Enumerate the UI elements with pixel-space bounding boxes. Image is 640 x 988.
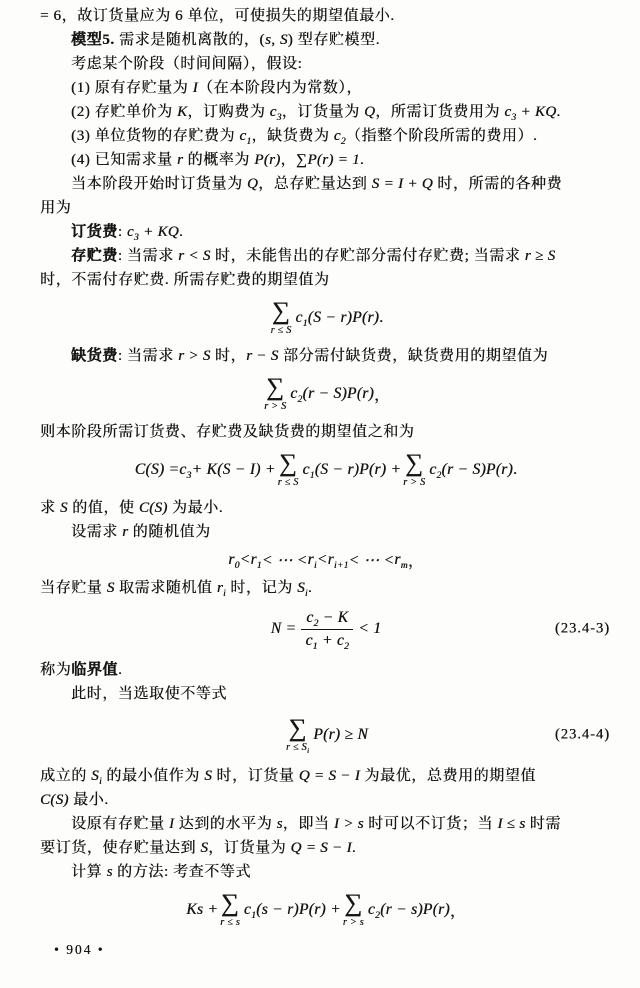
text-run: 需求是随机离散的，( bbox=[114, 32, 266, 48]
text-run: (1) 原有存贮量为 bbox=[71, 80, 193, 96]
math-variable: $r_1$ bbox=[250, 551, 262, 572]
summation-symbol bbox=[264, 376, 286, 412]
text-line bbox=[40, 196, 612, 220]
text-run: ，订货量为 bbox=[281, 104, 365, 120]
math-variable: $c_2$ bbox=[336, 631, 350, 652]
text-run: 的最小值作为 bbox=[101, 768, 205, 784]
math-run: r ≤ bbox=[285, 741, 302, 753]
math-run: Q bbox=[246, 176, 259, 192]
text-run: 称为 bbox=[40, 662, 72, 678]
text-run: （指整个阶段所需的费用）. bbox=[345, 128, 538, 144]
text-run: . bbox=[178, 224, 184, 240]
math-run: r > S bbox=[403, 476, 426, 488]
page-content bbox=[40, 4, 612, 936]
math-run: S bbox=[204, 768, 213, 784]
math-run: (S − r)P(r) bbox=[307, 309, 380, 326]
math-variable: $c_3$ bbox=[504, 104, 517, 123]
math-run: P(r) ≥ N bbox=[313, 726, 369, 743]
math-variable: $S_i$ bbox=[301, 741, 310, 755]
page-number: • 904 • bbox=[54, 942, 105, 957]
text-line bbox=[40, 812, 612, 836]
math-variable: $r_m$ bbox=[394, 551, 408, 572]
math-run: r bbox=[177, 152, 184, 168]
text-line bbox=[40, 124, 612, 148]
text-run: 要订货，使存贮量达到 bbox=[40, 840, 201, 856]
text-run: ， bbox=[373, 387, 390, 404]
equation-number: (23.4-4) bbox=[554, 726, 610, 743]
math-variable: $c_1$ bbox=[305, 631, 318, 652]
text-line bbox=[40, 100, 612, 124]
text-run: ，总存贮量达到 bbox=[258, 176, 372, 192]
subscript: 1 bbox=[251, 911, 257, 922]
math-run: C(S) bbox=[138, 500, 168, 516]
summation-limits bbox=[264, 401, 286, 412]
subscript: 2 bbox=[340, 137, 346, 147]
text-run: 则本阶段所需订货费、存贮费及缺货费的期望值之和为 bbox=[40, 424, 415, 440]
math-run: r ≤ s bbox=[220, 916, 240, 928]
math-run: s bbox=[276, 816, 283, 832]
math-run: P(r) = 1 bbox=[307, 152, 360, 168]
text-run: . bbox=[307, 580, 313, 596]
summation-symbol bbox=[343, 892, 364, 928]
math-run: r ≥ S bbox=[524, 248, 556, 264]
math-run: S bbox=[59, 500, 68, 516]
text-line bbox=[40, 148, 612, 172]
text-line bbox=[40, 682, 612, 706]
text-run: 时， bbox=[210, 348, 247, 364]
math-run: s bbox=[106, 864, 113, 880]
summation-limits bbox=[403, 477, 425, 488]
math-run: (r − s)P(r) bbox=[380, 901, 450, 918]
sigma-glyph: ∑ bbox=[266, 374, 285, 402]
emphasized-text: 存贮费 bbox=[71, 248, 118, 264]
text-run: ， bbox=[449, 903, 466, 920]
text-run: (4) 已知需求量 bbox=[71, 152, 177, 168]
text-run: . bbox=[351, 840, 357, 856]
subscript: i bbox=[223, 589, 226, 599]
math-run: Ks + bbox=[186, 901, 219, 918]
text-run: 最小. bbox=[68, 792, 109, 808]
math-run: S bbox=[106, 580, 115, 596]
math-run: C(S) bbox=[40, 792, 69, 808]
math-run: r < S bbox=[178, 248, 211, 264]
math-variable: $r_0$ bbox=[228, 551, 240, 572]
text-run: 达到的水平为 bbox=[174, 816, 277, 832]
text-run: 设原有存贮量 bbox=[71, 816, 169, 832]
emphasized-text: 订货费 bbox=[71, 224, 118, 240]
math-variable: $c_1$ bbox=[239, 128, 252, 147]
math-variable: $c_3$ bbox=[269, 104, 282, 123]
subscript: i bbox=[98, 777, 102, 787]
math-variable: $c_1$ bbox=[243, 901, 257, 922]
math-variable: $c_2$ bbox=[306, 608, 319, 629]
text-run: 为最优，总费用的期望值 bbox=[360, 768, 536, 784]
summation-symbol bbox=[271, 300, 292, 336]
math-run: Q = S − I bbox=[290, 840, 352, 856]
text-run: (3) 单位货物的存贮费为 bbox=[71, 128, 240, 144]
subscript: 3 bbox=[511, 113, 517, 123]
math-variable: $c_1$ bbox=[302, 461, 315, 482]
text-run: ，∑ bbox=[280, 152, 308, 168]
text-run: = 6，故订货量应为 6 单位，可使损失的期望值最小. bbox=[40, 8, 395, 24]
math-run: S bbox=[200, 840, 209, 856]
text-run: 部分需付缺货费，缺货费用的期望值为 bbox=[278, 348, 549, 364]
math-run: < ⋯ < bbox=[261, 551, 308, 569]
text-run: ) 型存贮模型. bbox=[287, 32, 380, 48]
text-run: ，缺货费为 bbox=[251, 128, 334, 144]
subscript: 2 bbox=[436, 471, 442, 482]
subscript: i+1 bbox=[333, 561, 349, 572]
formula-line bbox=[40, 885, 612, 935]
math-run: (r − S)P(r) bbox=[302, 385, 374, 402]
math-run: r > s bbox=[342, 916, 364, 928]
text-line bbox=[40, 788, 612, 812]
math-run: I > s bbox=[333, 816, 364, 832]
math-variable: $c_3$ bbox=[179, 461, 192, 482]
math-variable: $S_i$ bbox=[297, 580, 308, 599]
text-line bbox=[40, 28, 612, 52]
text-run: ，订购费为 bbox=[187, 104, 270, 120]
text-run: 时，不需付存贮费. 所需存贮费的期望值为 bbox=[40, 272, 330, 288]
formula-line bbox=[40, 601, 612, 657]
subscript: 1 bbox=[312, 641, 318, 652]
formula-line bbox=[40, 545, 612, 575]
text-line bbox=[40, 860, 612, 884]
text-line bbox=[40, 520, 612, 544]
text-line bbox=[40, 4, 612, 28]
text-run: 考虑某个阶段（时间间隔），假设: bbox=[71, 56, 303, 72]
subscript: 0 bbox=[234, 561, 240, 572]
math-run: (s − r)P(r) + bbox=[256, 901, 341, 918]
math-run: K bbox=[177, 104, 188, 120]
text-run: 时，所需的各种费 bbox=[432, 176, 563, 192]
text-run: 当本阶段开始时订货量为 bbox=[71, 176, 247, 192]
summation-limits bbox=[278, 477, 299, 488]
formula-line bbox=[40, 293, 612, 343]
text-run: 成立的 bbox=[40, 768, 92, 784]
text-line bbox=[40, 220, 612, 244]
math-run: r bbox=[122, 524, 129, 540]
math-run: − K bbox=[318, 608, 349, 626]
math-run: r > S bbox=[178, 348, 211, 364]
subscript: 1 bbox=[302, 319, 308, 330]
text-run: . bbox=[379, 309, 384, 326]
subscript: 2 bbox=[313, 618, 319, 629]
summation-symbol bbox=[220, 892, 240, 928]
math-variable: $c_2$ bbox=[429, 461, 442, 482]
text-run: : 当需求 bbox=[117, 248, 179, 264]
fraction-denominator bbox=[305, 630, 349, 650]
math-run: I ≤ s bbox=[497, 816, 526, 832]
subscript: i bbox=[304, 589, 308, 599]
text-run: 的概率为 bbox=[183, 152, 255, 168]
summation-limits bbox=[286, 742, 309, 753]
text-line bbox=[40, 244, 612, 268]
math-run: s bbox=[265, 32, 272, 48]
formula-line bbox=[40, 445, 612, 495]
math-run: Q = S − I bbox=[298, 768, 361, 784]
text-run: 的方法: 考查不等式 bbox=[112, 864, 251, 880]
fraction-numerator bbox=[301, 609, 353, 630]
text-run: 取需求随机值 bbox=[114, 580, 217, 596]
subscript: i bbox=[306, 745, 310, 755]
subscript: 3 bbox=[276, 113, 282, 123]
math-run: P(r) bbox=[254, 152, 281, 168]
text-run: （在本阶段内为常数）， bbox=[197, 80, 362, 96]
sigma-glyph: ∑ bbox=[271, 298, 291, 326]
fraction bbox=[301, 609, 353, 650]
math-variable: $c_2$ bbox=[333, 128, 346, 147]
math-run: S bbox=[279, 32, 288, 48]
text-run: 用为 bbox=[40, 200, 72, 216]
subscript: 2 bbox=[297, 395, 303, 406]
math-run: r > S bbox=[264, 400, 287, 412]
math-run: + KQ bbox=[516, 104, 557, 120]
math-variable: $r_i$ bbox=[307, 551, 317, 572]
math-run: + bbox=[317, 631, 337, 649]
emphasized-text: 模型5. bbox=[71, 32, 115, 48]
math-run: r − S bbox=[246, 348, 279, 364]
subscript: 1 bbox=[246, 137, 252, 147]
text-run: ， bbox=[407, 553, 424, 570]
text-run: (2) 存贮单价为 bbox=[71, 104, 177, 120]
text-run: 的随机值为 bbox=[128, 524, 211, 540]
text-run: : bbox=[117, 224, 127, 240]
formula-line bbox=[40, 707, 612, 763]
sigma-glyph: ∑ bbox=[220, 890, 240, 918]
math-run: < 1 bbox=[358, 620, 382, 637]
math-run: < ⋯ < bbox=[348, 551, 395, 569]
sigma-glyph: ∑ bbox=[288, 715, 307, 743]
text-line bbox=[40, 172, 612, 196]
math-run: (r − S)P(r) bbox=[441, 461, 513, 478]
sigma-glyph: ∑ bbox=[405, 450, 424, 478]
text-line bbox=[40, 268, 612, 292]
text-run: 设需求 bbox=[71, 524, 123, 540]
math-run: C(S) = bbox=[134, 461, 180, 478]
math-run: I bbox=[168, 816, 175, 832]
text-line bbox=[40, 576, 612, 600]
text-line bbox=[40, 52, 612, 76]
summation-symbol bbox=[403, 452, 425, 488]
math-variable: $c_3$ bbox=[126, 224, 139, 243]
text-line bbox=[40, 76, 612, 100]
text-run: 时可以不订货；当 bbox=[363, 816, 498, 832]
text-run: . bbox=[512, 461, 518, 478]
text-run: 求 bbox=[40, 500, 60, 516]
text-line bbox=[40, 420, 612, 444]
subscript: 1 bbox=[256, 561, 262, 572]
summation-symbol bbox=[286, 717, 309, 753]
emphasized-text: 临界值 bbox=[71, 662, 119, 678]
text-run: . bbox=[556, 104, 561, 120]
text-run: 时需 bbox=[525, 816, 561, 832]
subscript: 1 bbox=[309, 471, 315, 482]
math-variable: $c_2$ bbox=[290, 385, 303, 406]
summation-symbol bbox=[278, 452, 299, 488]
math-run: (S − r)P(r) + bbox=[314, 461, 402, 478]
text-run: ，所需订货费用为 bbox=[375, 104, 505, 120]
text-line bbox=[40, 496, 612, 520]
text-line bbox=[40, 764, 612, 788]
math-run: S = I + Q bbox=[371, 176, 433, 192]
math-run: < bbox=[239, 551, 251, 568]
subscript: i bbox=[313, 561, 317, 572]
subscript: 2 bbox=[344, 641, 350, 652]
summation-limits bbox=[220, 917, 240, 928]
text-run: 为最小. bbox=[167, 500, 224, 516]
sigma-glyph: ∑ bbox=[278, 450, 298, 478]
subscript: 2 bbox=[375, 911, 381, 922]
subscript: m bbox=[400, 561, 408, 572]
summation-limits bbox=[271, 325, 292, 336]
math-run: N = bbox=[270, 620, 297, 637]
emphasized-text: 缺货费 bbox=[71, 348, 118, 364]
text-run: 时，记为 bbox=[225, 580, 298, 596]
text-run: ，订货量为 bbox=[208, 840, 291, 856]
text-run: : 当需求 bbox=[117, 348, 179, 364]
text-run: . bbox=[118, 662, 123, 678]
math-variable: $c_2$ bbox=[367, 901, 381, 922]
text-run: 的值，使 bbox=[67, 500, 139, 516]
text-run: 当存贮量 bbox=[40, 580, 107, 596]
text-run: 计算 bbox=[71, 864, 107, 880]
text-run: . bbox=[359, 152, 365, 168]
text-run: 此时，当选取使不等式 bbox=[71, 686, 228, 702]
equation-number: (23.4-3) bbox=[554, 620, 610, 637]
text-run: ，即当 bbox=[282, 816, 334, 832]
text-run: , bbox=[271, 32, 280, 48]
math-run: r ≤ S bbox=[270, 324, 292, 336]
math-run: I bbox=[192, 80, 198, 96]
math-variable: $S_i$ bbox=[91, 768, 102, 787]
text-line bbox=[40, 836, 612, 860]
subscript: 3 bbox=[186, 471, 192, 482]
text-line bbox=[40, 658, 612, 682]
math-variable: $c_1$ bbox=[295, 309, 308, 330]
text-run: 时，订货量 bbox=[212, 768, 299, 784]
text-run: 时，未能售出的存贮部分需付存贮费; 当需求 bbox=[210, 248, 525, 264]
math-run: + K(S − I) + bbox=[191, 461, 276, 478]
summation-limits bbox=[343, 917, 364, 928]
math-variable: $r_{i+1}$ bbox=[327, 551, 349, 572]
math-run: r ≤ S bbox=[277, 476, 299, 488]
math-run: < bbox=[316, 551, 328, 568]
formula-line bbox=[40, 369, 612, 419]
sigma-glyph: ∑ bbox=[344, 890, 363, 918]
math-variable: $r_i$ bbox=[216, 580, 226, 599]
math-run: + KQ bbox=[138, 224, 179, 240]
math-run: Q bbox=[364, 104, 376, 120]
subscript: 3 bbox=[133, 233, 139, 243]
text-line bbox=[40, 344, 612, 368]
